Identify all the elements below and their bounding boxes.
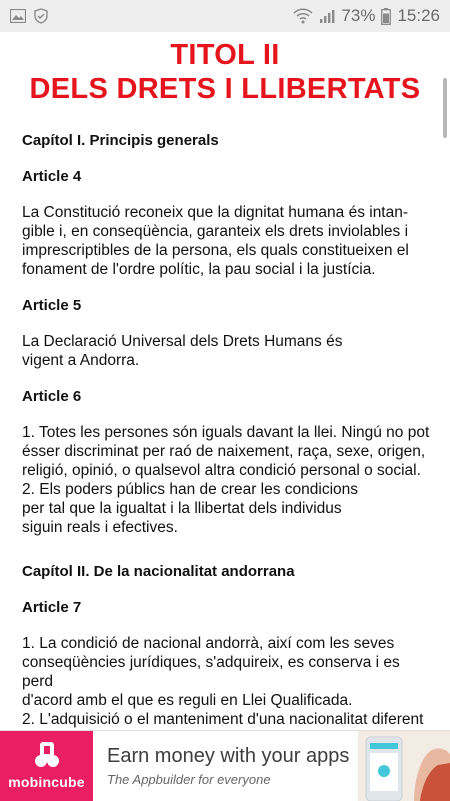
article-7-title: Article 7 [22,599,82,616]
battery-icon [381,8,391,25]
title-line-1: TITOL II [170,39,280,71]
image-icon [10,9,26,23]
article-4-text: La Constitució reconeix que la dignitat humana és intan- gible i, en conseqüència, garanteix els drets inviolables i imprescriptibles de la persona, els quals constitueixen el fonament de l'ordre polític, la pau social i la justícia. [22,204,409,278]
scrollbar-thumb[interactable] [443,78,447,138]
chapter-heading: Capítol I. Principis generals [22,132,219,149]
mobincube-logo-icon [32,742,62,768]
mobincube-logo [0,731,93,801]
article-6-text: 1. Totes les persones són iguals davant la llei. Ningú no pot ésser discriminat per raó de naixement, raça, sexe, origen, religió, opinió, o qualsevol altra condició personal o social. 2. Els poders públics han de crear les condicions per tal que la igualtat i la llibertat dels individus siguin reals i efectives. [22,424,430,536]
chapter-heading: Capítol II. De la nacionalitat andorrana [22,563,295,580]
document-body [0,131,450,730]
title-line-2: DELS DRETS I LLIBERTATS [29,73,421,105]
ad-headline: Earn money with your apps [107,744,350,767]
shield-check-icon [34,8,48,24]
article-5-text: La Declaració Universal dels Drets Humans és vigent a Andorra. [22,333,343,369]
ad-banner[interactable] [0,730,450,800]
ad-copy [93,731,358,800]
article-6-title: Article 6 [22,388,82,405]
ad-phone-image [358,731,450,801]
ad-brand: mobincube [8,774,85,790]
ad-tagline: The Appbuilder for everyone [107,771,271,787]
signal-icon [319,8,335,24]
battery-percent: 73% [341,6,376,25]
article-5-title: Article 5 [22,297,82,314]
article-4-title: Article 4 [22,168,82,185]
document-view[interactable] [0,32,450,730]
wifi-icon [293,8,313,24]
status-bar [0,0,450,32]
article-7-text: 1. La condició de nacional andorrà, així com les seves conseqüències jurídiques, s'adquireix, es conserva i es perd d'acord amb el que es reguli en Llei Qualificada. 2. L'adquisició o el manteniment d'una nacionalitat diferent [22,635,424,728]
page-title [0,38,450,106]
clock: 15:26 [397,6,440,25]
